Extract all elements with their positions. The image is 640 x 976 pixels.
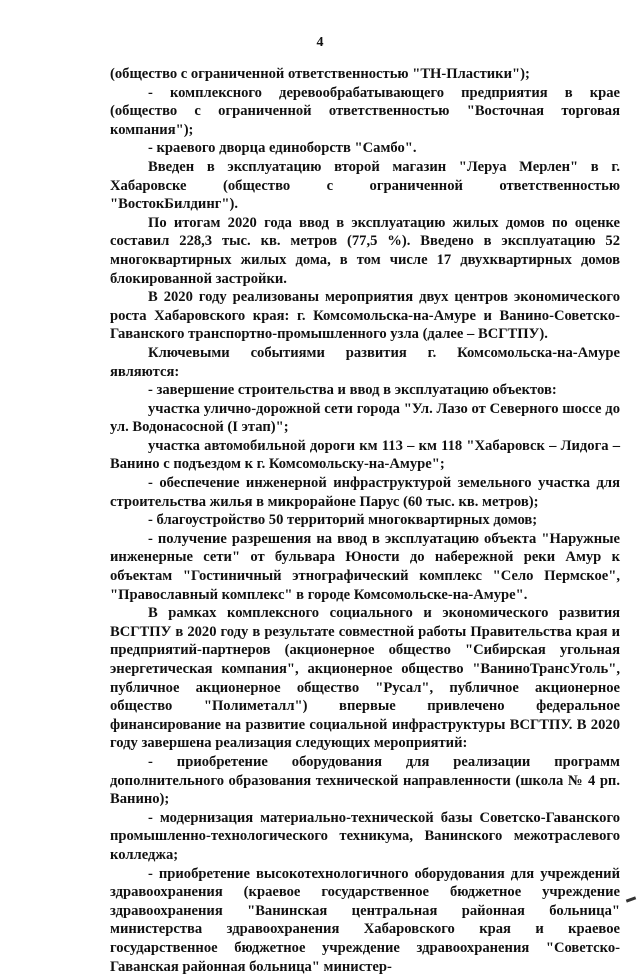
paragraph: участка автомобильной дороги км 113 – км 118 "Хабаровск – Лидога – Ванино с подъездом к г. Комсомольску-на-Амуре"; (110, 437, 620, 473)
paragraph: В 2020 году реализованы мероприятия двух центров экономического роста Хабаровского края: г. Комсомольска-на-Амуре и Ванино-Советско-Гаванского транспортно-промышленного узла (далее – ВСГТПУ). (110, 289, 620, 343)
scan-mark (626, 896, 636, 902)
paragraph: Ключевыми событиями развития г. Комсомольска-на-Амуре являются: (110, 344, 620, 380)
paragraph: участка улично-дорожной сети города "Ул. Лазо от Северного шоссе до ул. Водонасосной (I этап)"; (110, 400, 620, 436)
paragraph: - модернизация материально-технической базы Советско-Гаванского промышленно-технологического техникума, Ванинского межотраслевого колледжа; (110, 809, 620, 863)
paragraph: - краевого дворца единоборств "Самбо". (148, 140, 417, 157)
paragraph: - получение разрешения на ввод в эксплуатацию объекта "Наружные инженерные сети" от бульвара Юности до набережной реки Амур к объектам "Гостиничный этнографический комплекс "Село Пермское", "Православный комплекс" в городе Комсомольске-на-Амуре". (110, 530, 620, 603)
paragraph: - завершение строительства и ввод в эксплуатацию объектов: (148, 382, 557, 399)
paragraph: В рамках комплексного социального и экономического развития ВСГТПУ в 2020 году в результате совместной работы Правительства края и предприятий-партнеров (акционерное общество "Сибирская угольная энергетическая компания", акционерное общество "ВаниноТрансУголь", публичное акционерное общество "Русал", публичное акционерное общество "Полиметалл") впервые привлечено федеральное финансирование на развитие социальной инфраструктуры ВСГТПУ. В 2020 году завершена реализация следующих мероприятий: (110, 605, 620, 752)
paragraph: - комплексного деревообрабатывающего предприятия в крае (общество с ограниченной ответственностью "Восточная торговая компания"); (110, 84, 620, 138)
paragraph: - приобретение высокотехнологичного оборудования для учреждений здравоохранения (краевое государственное бюджетное учреждение здравоохранения "Ванинская центральная районная больница" министерства здравоохранения Хабаровского края и краевое государственное бюджетное учреждение здравоохранения "Советско-Гаванская районная больница" министер- (110, 865, 620, 975)
paragraph: (общество с ограниченной ответственностью "ТН-Пластики"); (110, 66, 530, 82)
document-body (110, 65, 620, 976)
paragraph: - благоустройство 50 территорий многоквартирных домов; (148, 512, 538, 529)
paragraph: - приобретение оборудования для реализации программ дополнительного образования технической направленности (школа № 4 рп. Ванино); (110, 753, 620, 808)
paragraph: Введен в эксплуатацию второй магазин "Леруа Мерлен" в г. Хабаровске (общество с ограниченной ответственностью "ВостокБилдинг"). (110, 158, 620, 213)
paragraph: - обеспечение инженерной инфраструктурой земельного участка для строительства жилья в микрорайоне Парус (60 тыс. кв. метров); (110, 475, 620, 510)
page-number: 4 (316, 35, 324, 50)
paragraph: По итогам 2020 года ввод в эксплуатацию жилых домов по оценке составил 228,3 тыс. кв. метров (77,5 %). Введено в эксплуатацию 52 многоквартирных жилых дома, в том числе 17 двухквартирных домов блокированной застройки. (110, 214, 620, 287)
